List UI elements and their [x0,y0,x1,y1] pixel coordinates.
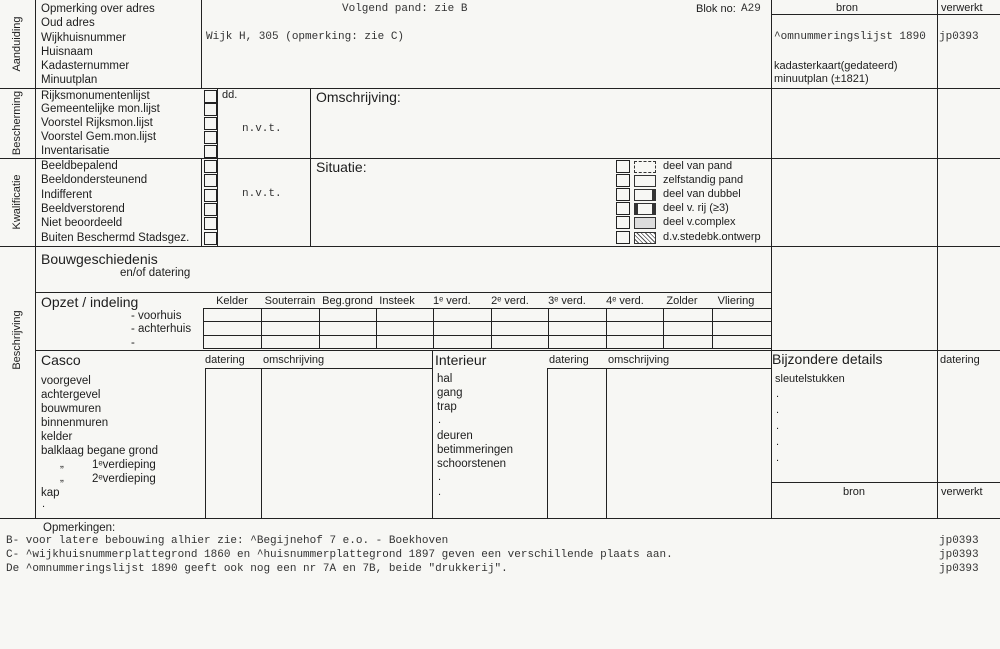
casco-quote-1: „ [60,458,64,470]
checkbox-bescherming-4[interactable] [204,131,217,144]
bijzondere-sleutelstukken: sleutelstukken [775,373,845,385]
bescherming-nvt: n.v.t. [242,123,282,135]
side-label-kwalificatie: Kwalificatie [11,174,23,230]
col-souterrain: Souterrain [264,295,316,307]
checkbox-kwalificatie-1[interactable] [204,160,217,173]
bron-entry-3: minuutplan (±1821) [774,73,869,85]
checkbox-situatie-2[interactable] [616,174,630,187]
checkbox-kwalificatie-4[interactable] [204,203,217,216]
interieur-hal: hal [437,373,453,385]
col-zolder: Zolder [666,295,698,307]
col-1e-verd: 1ᵉ verd. [433,295,471,307]
label-beeldondersteunend: Beeldondersteunend [41,174,148,186]
wijk-value: Wijk H, 305 (opmerking: zie C) [206,31,405,43]
situatie-stedebk: d.v.stedebk.ontwerp [663,231,761,243]
achterhuis-label: - achterhuis [131,323,192,335]
casco-quote-2: „ [60,472,64,484]
col-3e-verd: 3ᵉ verd. [548,295,586,307]
casco-title: Casco [41,352,81,368]
bijzondere-dot-3: . [776,420,780,432]
casco-balklaag: balklaag begane grond [41,445,159,457]
opmerking-code-1: jp0393 [939,535,979,547]
interieur-schoorstenen: schoorstenen [437,458,507,470]
checkbox-situatie-6[interactable] [616,231,630,244]
opmerking-line-de: De ^omnummeringslijst 1890 geeft ook nog een nr 7A en 7B, beide "drukkerij". [6,563,508,575]
col-vliering: Vliering [717,295,755,307]
interieur-dot-1: . [438,414,442,426]
label-rijksmonumentenlijst: Rijksmonumentenlijst [41,90,150,102]
label-niet-beoordeeld: Niet beoordeeld [41,217,123,229]
checkbox-kwalificatie-6[interactable] [204,232,217,245]
casco-datering: datering [205,354,245,366]
bijzondere-datering: datering [940,354,980,366]
interieur-dot-3: . [438,486,442,498]
opmerking-line-b: B- voor latere bebouwing alhier zie: ^Begijnehof 7 e.o. - Boekhoven [6,535,449,547]
label-voorstel-rijksmon: Voorstel Rijksmon.lijst [41,117,153,129]
bijzondere-title: Bijzondere details [772,351,883,367]
label-inventarisatie: Inventarisatie [41,145,110,157]
situatie-deel-van-pand: deel van pand [663,160,733,172]
bijzondere-dot-5: . [776,452,780,464]
bijzondere-dot-4: . [776,436,780,448]
checkbox-bescherming-1[interactable] [204,90,217,103]
checkbox-kwalificatie-5[interactable] [204,217,217,230]
label-beeldverstorend: Beeldverstorend [41,203,125,215]
bouwgeschiedenis-title: Bouwgeschiedenis [41,251,158,267]
checkbox-bescherming-3[interactable] [204,117,217,130]
kwalificatie-nvt: n.v.t. [242,188,282,200]
interieur-deuren: deuren [437,430,473,442]
bijzondere-dot-2: . [776,404,780,416]
label-voorstel-gem: Voorstel Gem.mon.lijst [41,131,157,143]
side-label-aanduiding: Aanduiding [11,16,23,72]
deel-van-rij-icon [634,203,656,215]
opmerking-code-2: jp0393 [939,549,979,561]
opmerking-code-3: jp0393 [939,563,979,575]
col-kelder: Kelder [216,295,248,307]
col-beg-grond: Beg.grond [322,295,373,307]
situatie-zelfstandig: zelfstandig pand [663,174,744,186]
casco-verd-2: 2ᵉverdieping [92,473,156,485]
bijzondere-dot-1: . [776,388,780,400]
bijzondere-bron: bron [843,486,866,498]
casco-kap: kap [41,487,60,499]
interieur-omschrijving: omschrijving [608,354,670,366]
checkbox-kwalificatie-3[interactable] [204,189,217,202]
header-bron: bron [836,2,859,14]
label-opmerking-adres: Opmerking over adres [41,3,155,15]
col-4e-verd: 4ᵉ verd. [606,295,644,307]
col-insteek: Insteek [379,295,415,307]
checkbox-bescherming-5[interactable] [204,145,217,158]
datering-sub: en/of datering [120,267,191,279]
checkbox-bescherming-2[interactable] [204,103,217,116]
verwerkt-code-1: jp0393 [939,31,979,43]
blok-value: A29 [741,3,761,15]
deel-van-complex-icon [634,217,656,229]
interieur-trap: trap [437,401,457,413]
interieur-gang: gang [437,387,463,399]
zelfstandig-pand-icon [634,175,656,187]
label-indifferent: Indifferent [41,189,92,201]
blok-label: Blok no: [696,3,736,15]
dd-label: dd. [222,89,238,101]
label-beeldbepalend: Beeldbepalend [41,160,118,172]
casco-achtergevel: achtergevel [41,389,101,401]
opmerking-line-c: C- ^wijkhuisnummerplattegrond 1860 en ^huisnummerplattegrond 1897 geven een verschillende plaats aan. [6,549,673,561]
label-buiten-beschermd: Buiten Beschermd Stadsgez. [41,232,190,244]
volgend-pand: Volgend pand: zie B [342,3,468,15]
situatie-complex: deel v.complex [663,216,736,228]
checkbox-kwalificatie-2[interactable] [204,174,217,187]
casco-binnenmuren: binnenmuren [41,417,109,429]
casco-dot: . [42,498,46,510]
col-2e-verd: 2ᵉ verd. [491,295,529,307]
label-oud-adres: Oud adres [41,17,95,29]
side-label-bescherming: Bescherming [11,90,23,156]
interieur-dot-2: . [438,471,442,483]
label-minuutplan: Minuutplan [41,74,98,86]
checkbox-situatie-3[interactable] [616,188,630,201]
checkbox-situatie-4[interactable] [616,202,630,215]
deel-van-pand-icon [634,161,656,173]
checkbox-situatie-1[interactable] [616,160,630,173]
side-label-beschrijving: Beschrijving [11,310,23,370]
opmerkingen-title: Opmerkingen: [43,522,116,534]
casco-verd-1: 1ᵉverdieping [92,459,156,471]
bron-entry-2: kadasterkaart(gedateerd) [774,60,898,72]
header-verwerkt: verwerkt [941,2,983,14]
opzet-title: Opzet / indeling [41,294,139,310]
casco-voorgevel: voorgevel [41,375,91,387]
label-huisnaam: Huisnaam [41,46,93,58]
interieur-title: Interieur [435,352,487,368]
label-kadasternummer: Kadasternummer [41,60,130,72]
label-gemeentelijke: Gemeentelijke mon.lijst [41,103,160,115]
casco-kelder: kelder [41,431,73,443]
situatie-label: Situatie: [316,159,367,175]
bron-entry-1: ^omnummeringslijst 1890 [774,31,926,43]
casco-bouwmuren: bouwmuren [41,403,102,415]
casco-omschrijving: omschrijving [263,354,325,366]
bijzondere-verwerkt: verwerkt [941,486,983,498]
omschrijving-label: Omschrijving: [316,89,401,105]
voorhuis-label: - voorhuis [131,310,182,322]
stedebouwkundig-ontwerp-icon [634,232,656,244]
interieur-datering: datering [549,354,589,366]
situatie-dubbel: deel van dubbel [663,188,741,200]
label-wijkhuisnummer: Wijkhuisnummer [41,32,126,44]
interieur-betimmeringen: betimmeringen [437,444,514,456]
situatie-rij: deel v. rij (≥3) [663,202,729,214]
checkbox-situatie-5[interactable] [616,216,630,229]
deel-van-dubbel-icon [634,189,656,201]
dash-label: - [131,337,135,349]
